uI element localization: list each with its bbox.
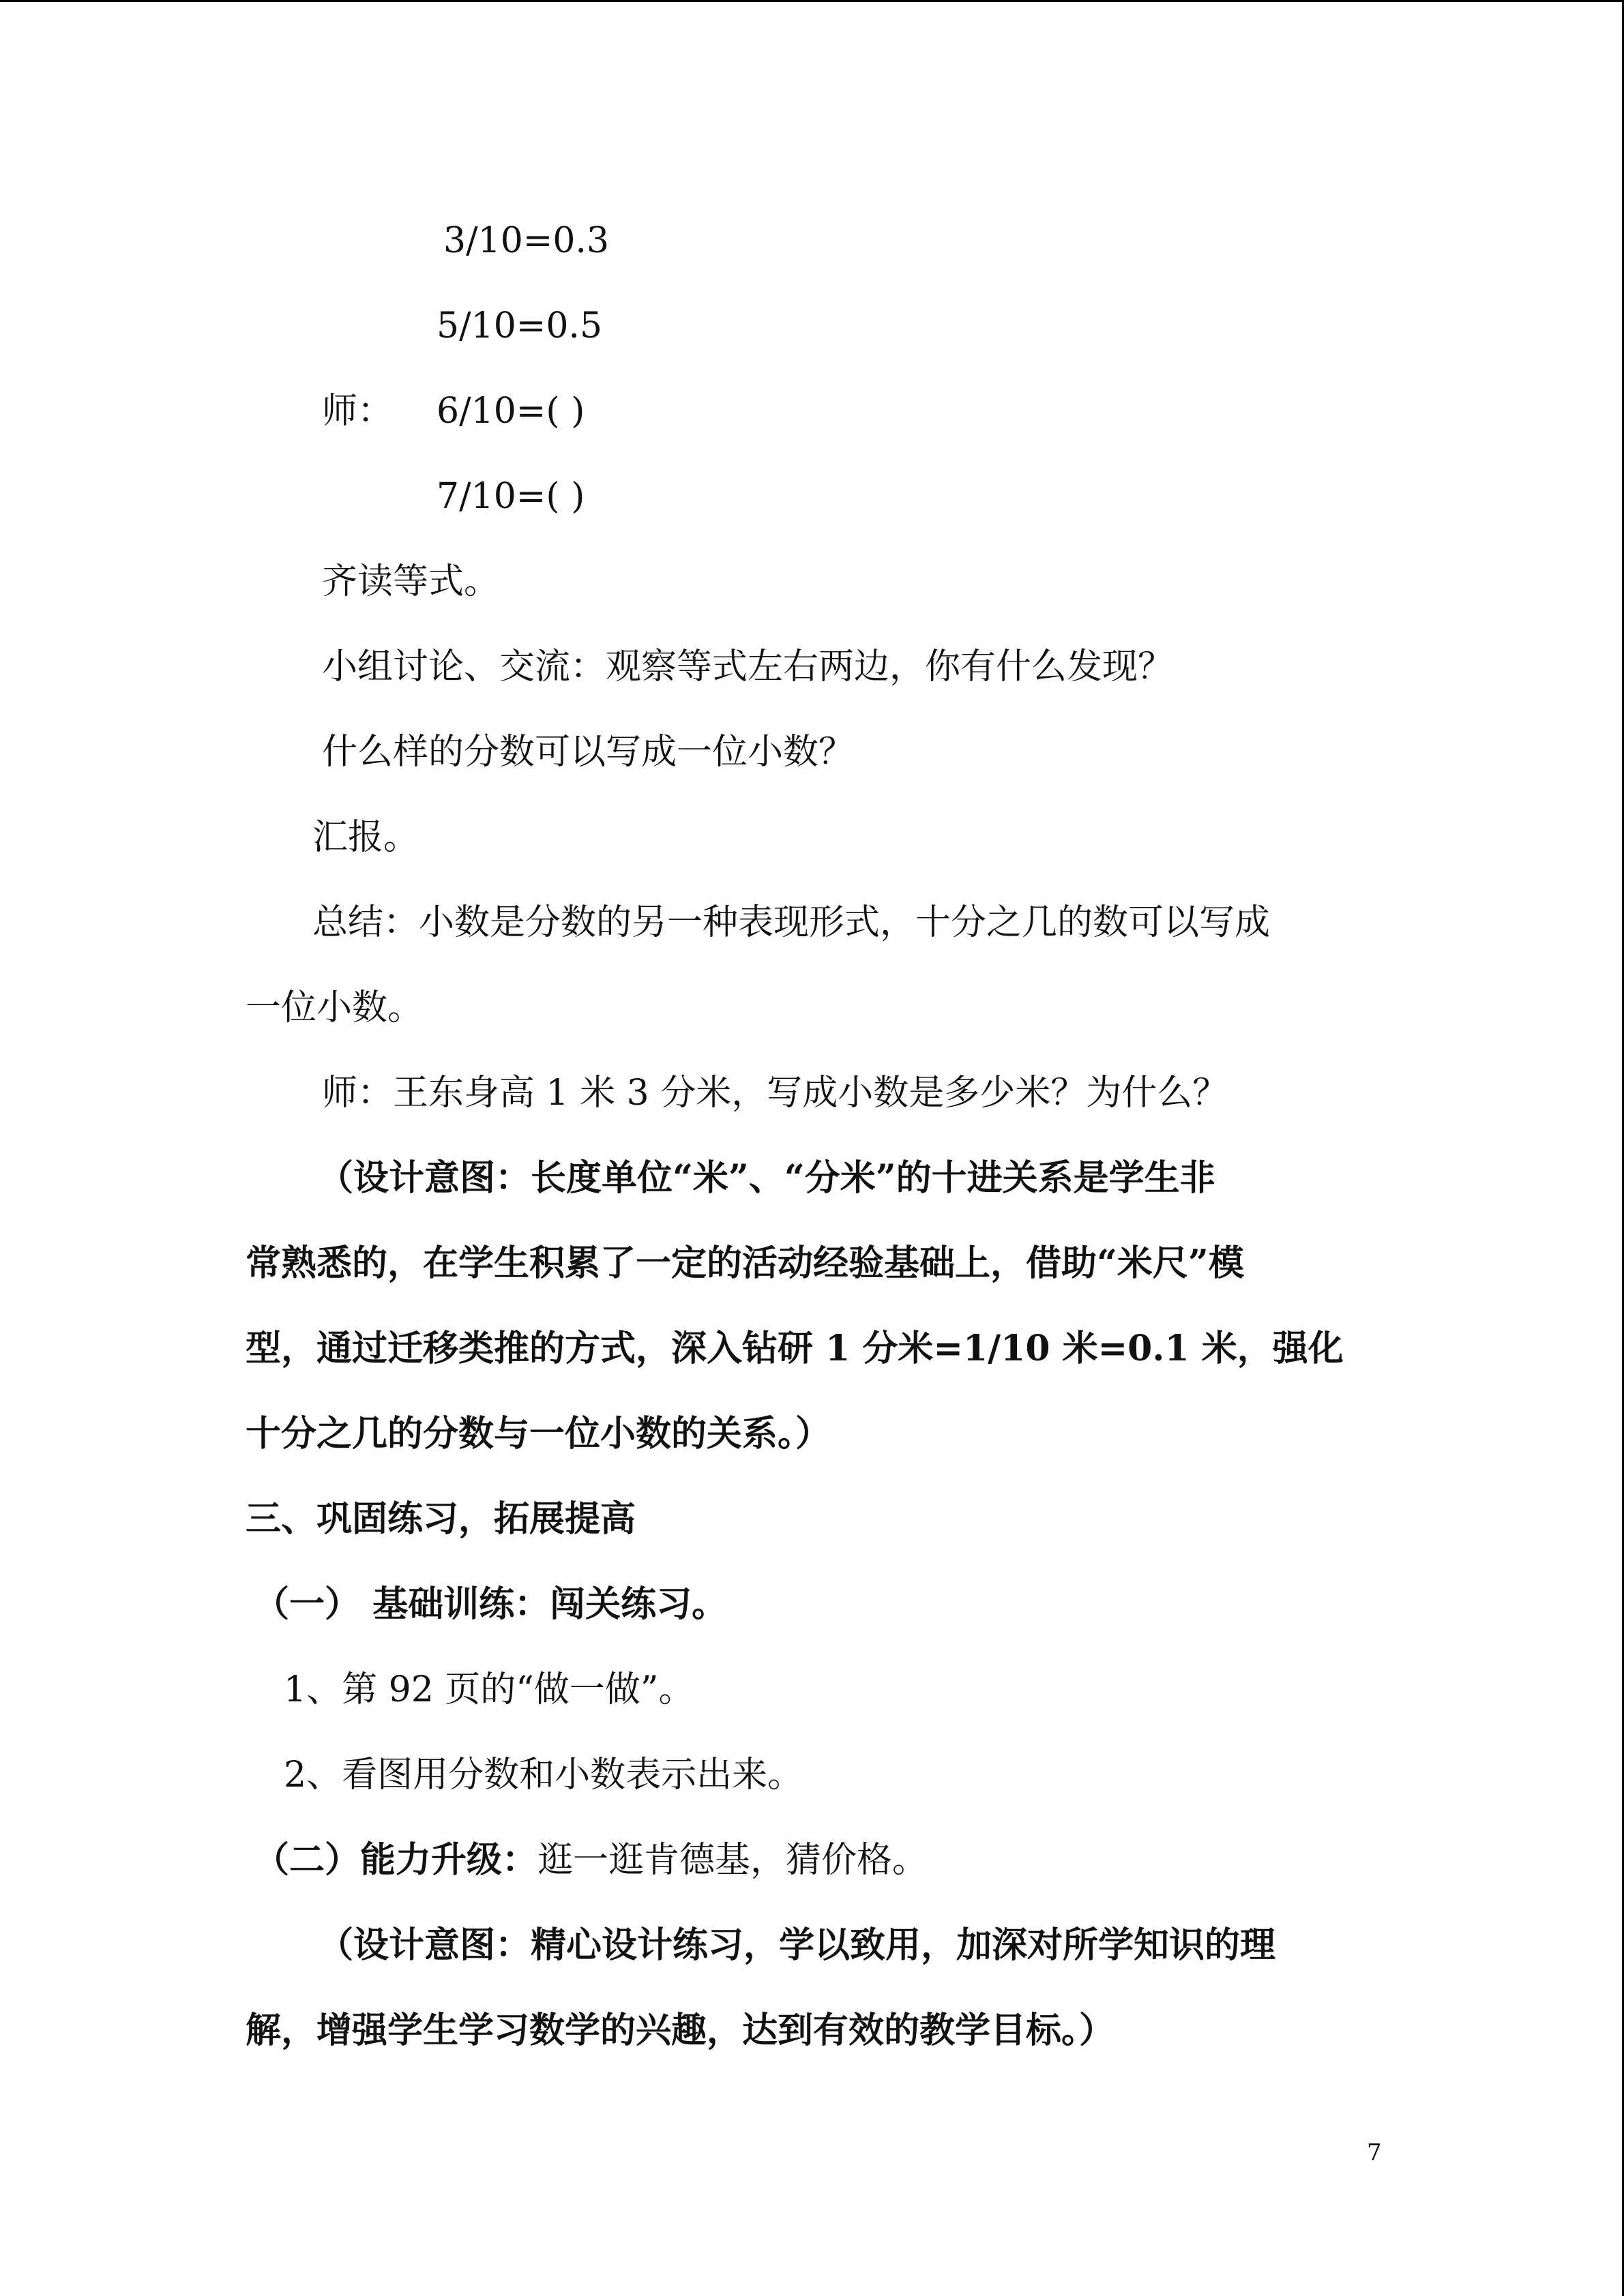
- design-intent-2-line-2: 解，增强学生学习数学的兴趣，达到有效的教学目标。）: [246, 2010, 1115, 2051]
- equation-6-10: 6/10=( ): [437, 391, 585, 432]
- subsection-1-heading: （一） 基础训练：闯关练习。: [254, 1583, 728, 1625]
- exercise-item-1: 1、第 92 页的“做一做”。: [284, 1669, 694, 1710]
- question-line: 什么样的分数可以写成一位小数？: [322, 732, 855, 773]
- summary-line-2: 一位小数。: [246, 987, 424, 1028]
- page-number: 7: [1367, 2139, 1382, 2166]
- group-discussion-line: 小组讨论、交流：观察等式左右两边，你有什么发现？: [322, 646, 1174, 687]
- summary-line-1: 总结：小数是分数的另一种表现形式，十分之几的数可以写成: [312, 902, 1271, 943]
- teacher-question-line: 师：王东身高 1 米 3 分米，写成小数是多少米？为什么？: [322, 1073, 1228, 1114]
- equation-3-10: 3/10=0.3: [443, 220, 610, 261]
- equation-5-10: 5/10=0.5: [437, 305, 603, 346]
- subsection-2-label: （二）能力升级：: [254, 1839, 538, 1881]
- design-intent-1-line-3: 型，通过迁移类推的方式，深入钻研 1 分米=1/10 米=0.1 米，强化: [246, 1328, 1344, 1369]
- design-intent-1-line-1: （设计意图：长度单位“米”、“分米”的十进关系是学生非: [318, 1157, 1215, 1199]
- teacher-label: 师：: [322, 391, 394, 432]
- subsection-2-text: 逛一逛肯德基，猜价格。: [537, 1840, 928, 1881]
- design-intent-1-line-2: 常熟悉的，在学生积累了一定的活动经验基础上，借助“米尺”模: [246, 1242, 1244, 1284]
- subsection-2-heading: [254, 1838, 928, 1882]
- design-intent-2-line-1: （设计意图：精心设计练习，学以致用，加深对所学知识的理: [318, 1924, 1276, 1966]
- exercise-item-2: 2、看图用分数和小数表示出来。: [284, 1755, 803, 1795]
- read-aloud-line: 齐读等式。: [322, 561, 500, 602]
- section-heading-3: 三、巩固练习，拓展提高: [246, 1498, 636, 1540]
- design-intent-1-line-4: 十分之几的分数与一位小数的关系。）: [246, 1413, 831, 1455]
- report-line: 汇报。: [312, 817, 419, 858]
- equation-7-10: 7/10=( ): [437, 476, 585, 517]
